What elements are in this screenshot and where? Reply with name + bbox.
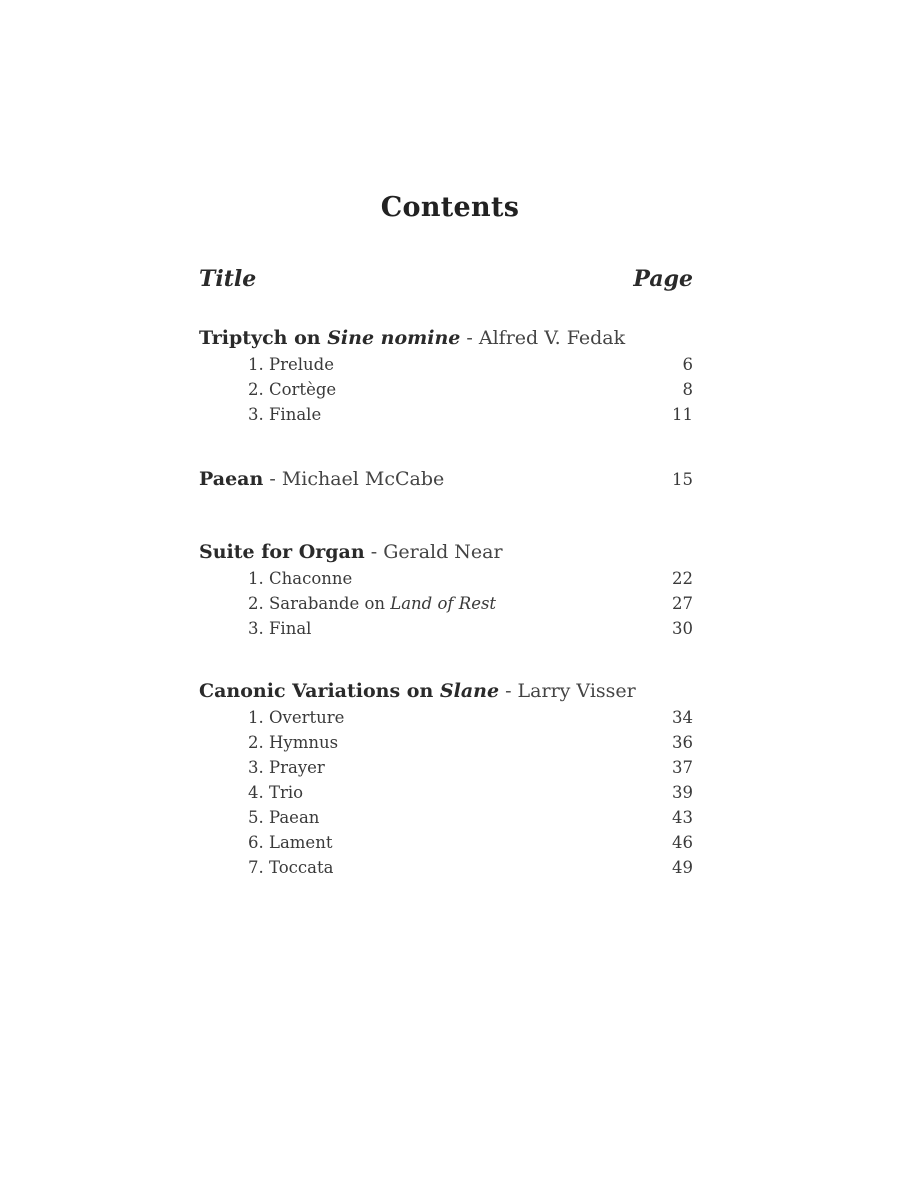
movement-entry bbox=[199, 355, 693, 380]
movement-entry bbox=[199, 380, 693, 405]
work-entry bbox=[199, 468, 693, 493]
movement-title: 2. Hymnus bbox=[248, 733, 339, 752]
work-heading bbox=[199, 468, 444, 490]
movement-title: 3. Final bbox=[248, 619, 312, 638]
separator: - bbox=[263, 468, 282, 490]
page-number: 34 bbox=[672, 708, 693, 727]
page-number: 30 bbox=[672, 619, 693, 638]
page-number: 6 bbox=[682, 355, 693, 374]
page-number: 36 bbox=[672, 733, 693, 752]
movement-entry bbox=[199, 569, 693, 594]
composer-name: Larry Visser bbox=[517, 680, 636, 702]
movement-title: 3. Finale bbox=[248, 405, 322, 424]
page-number: 43 bbox=[672, 808, 693, 827]
work-title: Suite for Organ bbox=[199, 541, 365, 563]
work-title-italic: Sine nomine bbox=[327, 327, 461, 349]
movement-entry bbox=[199, 783, 693, 808]
movement-entry bbox=[199, 405, 693, 430]
movement-entry bbox=[199, 708, 693, 733]
movement-title: 6. Lament bbox=[248, 833, 333, 852]
movement-title: 2. Sarabande on Land of Rest bbox=[248, 594, 497, 613]
work-title-italic: Slane bbox=[439, 680, 500, 702]
composer-name: Alfred V. Fedak bbox=[478, 327, 626, 349]
page-number: 39 bbox=[672, 783, 693, 802]
page-number: 11 bbox=[672, 405, 693, 424]
work-heading bbox=[199, 680, 636, 702]
title-column-header: Title bbox=[199, 266, 257, 292]
page-title: Contents bbox=[380, 192, 520, 223]
page-number: 15 bbox=[672, 470, 693, 489]
separator: - bbox=[364, 541, 384, 563]
work-heading bbox=[199, 327, 625, 349]
movement-title: 1. Chaconne bbox=[248, 569, 353, 588]
movement-title: 2. Cortège bbox=[248, 380, 337, 399]
composer-name: Michael McCabe bbox=[281, 468, 445, 490]
page-number: 8 bbox=[682, 380, 693, 399]
movement-entry bbox=[199, 808, 693, 833]
movement-title: 1. Prelude bbox=[248, 355, 334, 374]
composer-name: Gerald Near bbox=[383, 541, 503, 563]
page-column-header: Page bbox=[633, 266, 693, 292]
movement-entry bbox=[199, 858, 693, 883]
work-title: Paean bbox=[199, 468, 264, 490]
movement-title: 7. Toccata bbox=[248, 858, 334, 877]
movement-title: 5. Paean bbox=[248, 808, 320, 827]
page-number: 46 bbox=[672, 833, 693, 852]
page-number: 49 bbox=[672, 858, 693, 877]
page-number: 27 bbox=[672, 594, 693, 613]
separator: - bbox=[460, 327, 479, 349]
movement-entry bbox=[199, 733, 693, 758]
movement-title: 4. Trio bbox=[248, 783, 304, 802]
work-entry bbox=[199, 541, 693, 566]
movement-entry bbox=[199, 594, 693, 619]
movement-entry bbox=[199, 619, 693, 644]
work-entry bbox=[199, 680, 693, 705]
movement-title: 3. Prayer bbox=[248, 758, 325, 777]
separator: - bbox=[499, 680, 518, 702]
movement-title: 1. Overture bbox=[248, 708, 345, 727]
work-heading bbox=[199, 541, 503, 563]
work-entry bbox=[199, 327, 693, 352]
page-number: 22 bbox=[672, 569, 693, 588]
page-number: 37 bbox=[672, 758, 693, 777]
work-title: Canonic Variations on bbox=[199, 680, 440, 702]
work-title: Triptych on bbox=[199, 327, 328, 349]
movement-entry bbox=[199, 758, 693, 783]
movement-entry bbox=[199, 833, 693, 858]
